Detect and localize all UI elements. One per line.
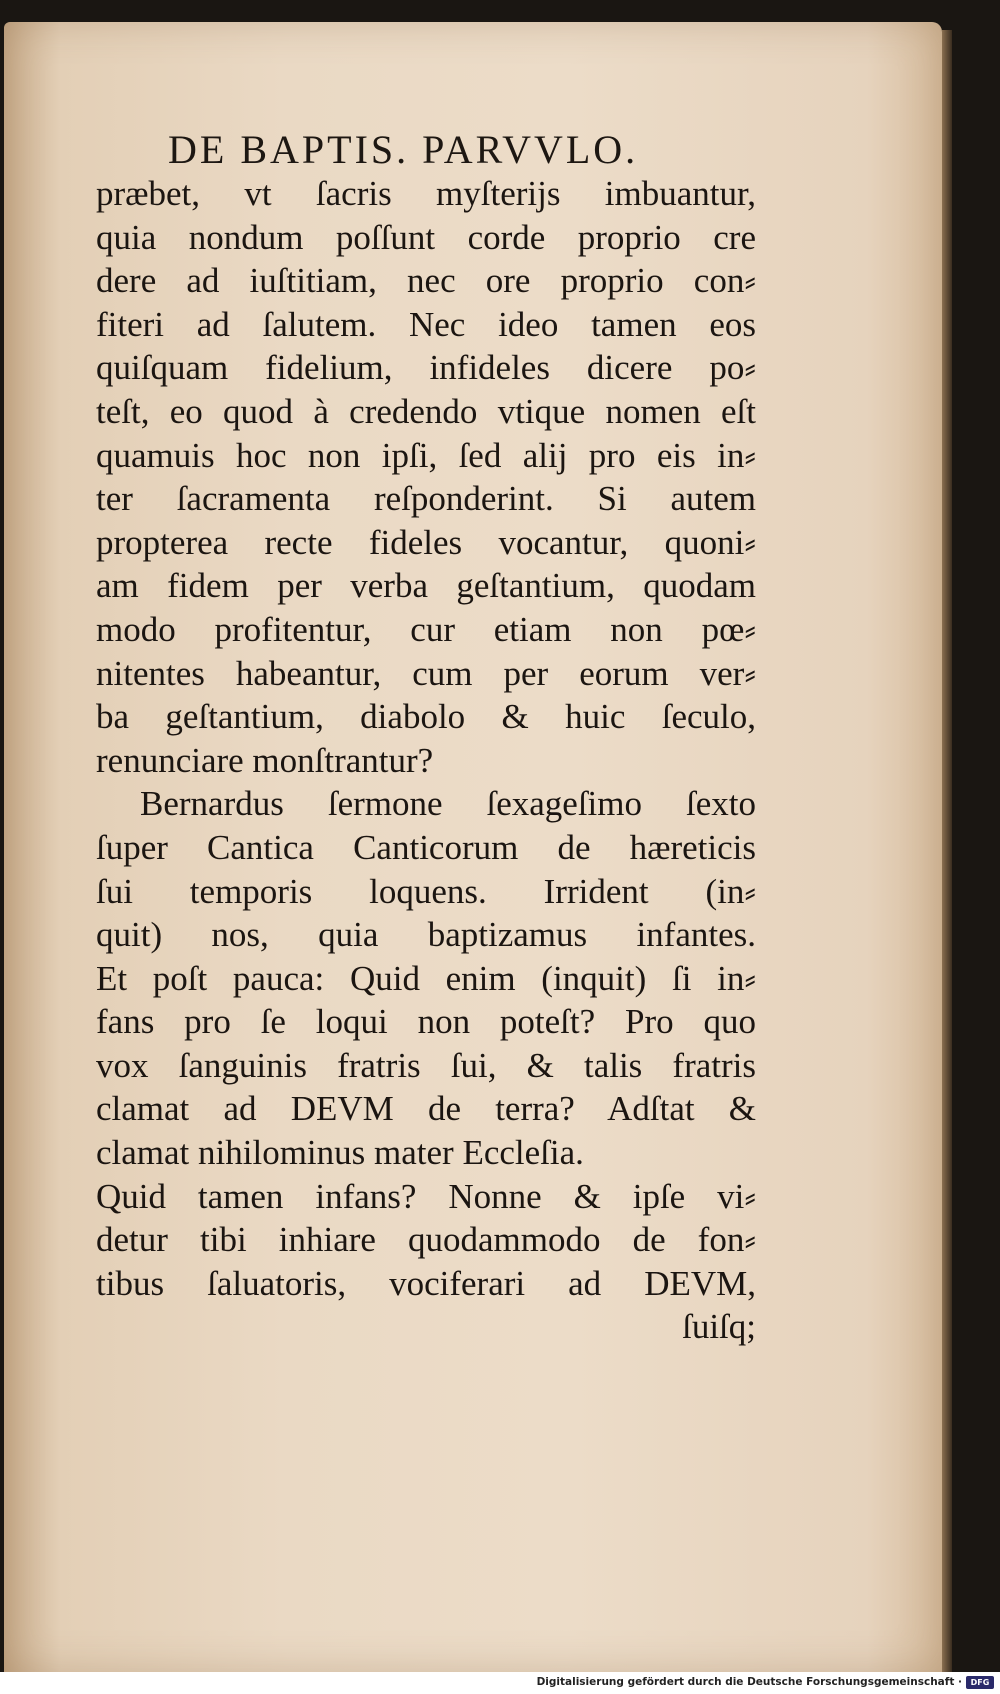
dfg-logo: DFG [966, 1676, 994, 1689]
text-line: vox ſanguinis fratris ſui, & talis fratris [96, 1045, 756, 1085]
text-line: teſt, eo quod à credendo vtique nomen eſt [96, 391, 756, 431]
text-line: quiſquam fidelium, infideles dicere po⸗ [96, 348, 756, 388]
text-line: clamat ad DEVM de terra? Adſtat & [96, 1089, 756, 1129]
text-line: renunciare monſtrantur? [96, 740, 434, 780]
text-line: ter ſacramenta reſponderint. Si autem [96, 479, 756, 519]
text-line: Et poſt pauca: Quid enim (inquit) ſi in⸗ [96, 958, 756, 998]
text-line: fans pro ſe loqui non poteſt? Pro quo [96, 1002, 756, 1042]
text-line: præbet, vt ſacris myſterijs imbuantur, [96, 174, 756, 213]
text-line: quamuis hoc non ipſi, ſed alij pro eis in⸗ [96, 435, 756, 475]
text-line: detur tibi inhiare quodammodo de fon⸗ [96, 1220, 756, 1260]
digitization-footer [0, 1672, 1000, 1694]
text-line: clamat nihilominus mater Eccleſia. [96, 1133, 584, 1173]
text-line: quia nondum poſſunt corde proprio cre [96, 217, 756, 257]
text-block [96, 172, 756, 1349]
text-line: Quid tamen infans? Nonne & ipſe vi⸗ [96, 1176, 756, 1216]
text-line: fiteri ad ſalutem. Nec ideo tamen eos [96, 304, 756, 344]
footer-credit: Digitalisierung gefördert durch die Deutsche Forschungsgemeinschaft · [536, 1676, 962, 1688]
catchword: ſuiſq; [682, 1307, 756, 1347]
page-edge [942, 30, 952, 1672]
text-line: nitentes habeantur, cum per eorum ver⸗ [96, 653, 756, 693]
text-line: quit) nos, quia baptizamus infantes. [96, 915, 756, 955]
text-line: am fidem per verba geſtantium, quodam [96, 566, 756, 606]
text-line: ba geſtantium, diabolo & huic ſeculo, [96, 697, 756, 737]
text-line: ſui temporis loquens. Irrident (in⸗ [96, 871, 756, 911]
text-line: propterea recte fideles vocantur, quoni⸗ [96, 522, 756, 562]
text-line: tibus ſaluatoris, vociferari ad DEVM, [96, 1263, 756, 1303]
running-head: DE BAPTIS. PARVVLO. [168, 127, 639, 172]
text-line: modo profitentur, cur etiam non pœ⸗ [96, 609, 756, 649]
text-line: ſuper Cantica Canticorum de hæreticis [96, 827, 756, 867]
text-line: Bernardus ſermone ſexageſimo ſexto [140, 784, 756, 824]
text-line: dere ad iuſtitiam, nec ore proprio con⸗ [96, 261, 756, 301]
